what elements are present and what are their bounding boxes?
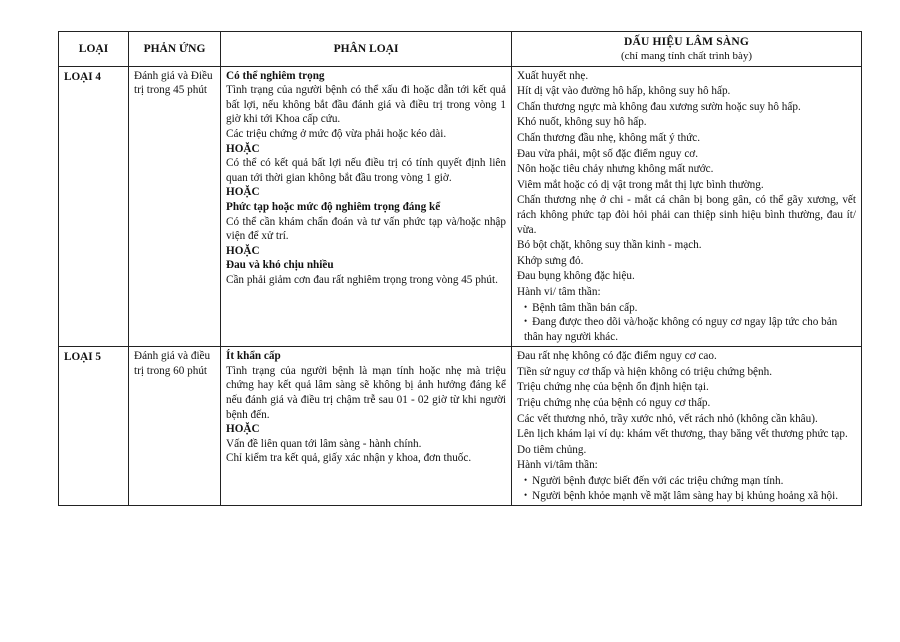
classification-heading: Có thể nghiêm trọng	[226, 69, 325, 82]
clinical-sign: Các vết thương nhỏ, trầy xước nhỏ, vết rách nhỏ (không cần khâu).	[517, 412, 818, 425]
clinical-sign: Chấn thương đầu nhẹ, không mất ý thức.	[517, 131, 701, 144]
classification-text: Các triệu chứng ở mức độ vừa phải hoặc kéo dài.	[226, 127, 447, 140]
clinical-sign: Nôn hoặc tiêu chảy nhưng không mất nước.	[517, 163, 714, 176]
header-clinical-signs	[512, 32, 862, 67]
clinical-sign: Khó nuốt, không suy hô hấp.	[517, 116, 647, 129]
row-response: Đánh giá và điều trị trong 60 phút	[129, 347, 221, 506]
clinical-sign: Chấn thương ngực mà không đau xương sườn hoặc suy hô hấp.	[517, 100, 801, 113]
row-label: LOẠI 5	[59, 347, 129, 506]
row-response: Đánh giá và Điều trị trong 45 phút	[129, 66, 221, 347]
classification-text: Tình trạng của người bệnh có thể xấu đi hoặc dẫn tới kết quả bất lợi, nếu không bắt đầu đánh giá và điều trị trong vòng 1 giờ khi tới Khoa cấp cứu.	[226, 84, 506, 126]
clinical-sign: Đau bụng không đặc hiệu.	[517, 270, 635, 283]
header-clinical-signs-note: (chỉ mang tính chất trình bày)	[620, 49, 753, 62]
clinical-sign: Hít dị vật vào đường hô hấp, không suy hô hấp.	[517, 85, 731, 98]
header-clinical-signs-title: DẤU HIỆU LÂM SÀNG	[623, 36, 750, 48]
clinical-sign: Lên lịch khám lại ví dụ: khám vết thương, thay băng vết thương phức tạp.	[517, 428, 848, 441]
clinical-sign: Hành vi/ tâm thần:	[517, 285, 601, 298]
classification-heading: Phức tạp hoặc mức độ nghiêm trọng đáng kể	[226, 200, 441, 213]
row-classification	[221, 66, 512, 347]
classification-heading: HOẶC	[226, 142, 260, 155]
classification-heading: HOẶC	[226, 186, 260, 199]
classification-text: Tình trạng của người bệnh là mạn tính hoặc nhẹ mà triệu chứng hay kết quả lâm sàng sẽ không bị ảnh hưởng đáng kể nếu đánh giá và điều trị chậm trễ sau 01 - 02 giờ từ khi người bệnh đến.	[226, 364, 506, 421]
clinical-sign: Bó bột chặt, không suy thần kinh - mạch.	[517, 239, 702, 252]
clinical-sign: Triệu chứng nhẹ của bệnh ổn định hiện tại.	[517, 381, 709, 394]
classification-text: Có thể có kết quả bất lợi nếu điều trị có tính quyết định liên quan tới thời gian không bắt đầu trong vòng 1 giờ.	[226, 157, 506, 184]
clinical-sign: Tiền sử nguy cơ thấp và hiện không có triệu chứng bệnh.	[517, 365, 773, 378]
header-response: PHẢN ỨNG	[129, 32, 221, 67]
classification-heading: Ít khẩn cấp	[226, 350, 281, 363]
sign-bullet-item: • Người bệnh được biết đến với các triệu chứng mạn tính.	[517, 474, 856, 489]
clinical-sign: Chấn thương nhẹ ở chi - mắt cá chân bị bong gân, có thể gãy xương, vết rách không phức tạp đòi hỏi phải can thiệp sinh hiệu bình thường, đau ít/ vừa.	[517, 194, 856, 236]
clinical-sign: Hành vi/tâm thần:	[517, 459, 598, 472]
sign-bullet-item: • Bệnh tâm thần bán cấp.	[517, 301, 856, 316]
table-header-row	[59, 32, 862, 67]
header-category: LOẠI	[59, 32, 129, 67]
table-row	[59, 347, 862, 506]
clinical-sign: Đau vừa phải, một số đặc điểm nguy cơ.	[517, 147, 698, 160]
classification-text: Chỉ kiểm tra kết quả, giấy xác nhận y khoa, đơn thuốc.	[226, 452, 472, 465]
classification-heading: HOẶC	[226, 423, 260, 436]
classification-heading: HOẶC	[226, 244, 260, 257]
classification-heading: Đau và khó chịu nhiều	[226, 259, 334, 272]
row-clinical-signs	[512, 347, 862, 506]
sign-bullet-item: • Người bệnh khỏe mạnh về mặt lâm sàng hay bị khủng hoảng xã hội.	[517, 489, 856, 504]
sign-bullet-item: • Đang được theo dõi và/hoặc không có nguy cơ ngay lập tức cho bản thân hay người khác.	[517, 315, 856, 344]
clinical-sign: Viêm mắt hoặc có dị vật trong mắt thị lực bình thường.	[517, 178, 764, 191]
row-label: LOẠI 4	[59, 66, 129, 347]
clinical-sign: Khớp sưng đỏ.	[517, 254, 584, 267]
clinical-sign: Triệu chứng nhẹ của bệnh có nguy cơ thấp.	[517, 397, 711, 410]
classification-text: Vấn đề liên quan tới lâm sàng - hành chính.	[226, 437, 422, 450]
triage-table	[58, 31, 862, 506]
table-body	[59, 66, 862, 506]
header-classification: PHÂN LOẠI	[221, 32, 512, 67]
classification-text: Có thể cần khám chẩn đoán và tư vấn phức tạp và/hoặc nhập viện để xử trí.	[226, 215, 506, 243]
row-clinical-signs	[512, 66, 862, 347]
classification-text: Cần phải giảm cơn đau rất nghiêm trọng trong vòng 45 phút.	[226, 273, 498, 286]
table-row	[59, 66, 862, 347]
clinical-sign: Đau rất nhẹ không có đặc điểm nguy cơ cao.	[517, 350, 717, 363]
row-classification	[221, 347, 512, 506]
clinical-sign: Xuất huyết nhẹ.	[517, 69, 589, 82]
clinical-sign: Do tiêm chủng.	[517, 443, 587, 456]
